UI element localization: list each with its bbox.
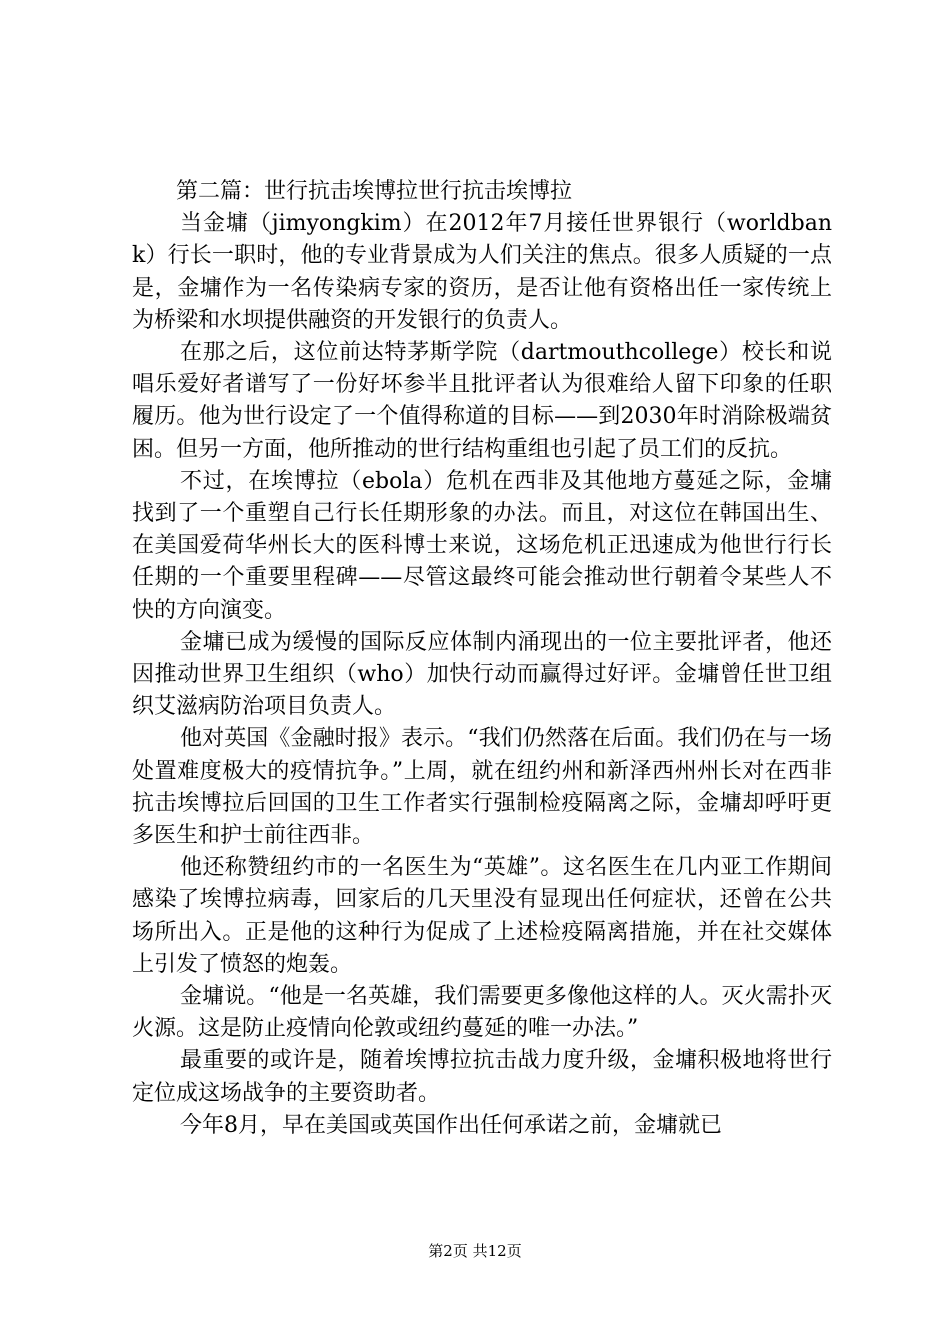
paragraph-3: 不过，在埃博拉（ebola）危机在西非及其他地方蔓延之际，金墉找到了一个重塑自己行长任期形象的办法。而且，对这位在韩国出生、在美国爱荷华州长大的医科博士来说，这场危机正迅速成为他世行行长任期的一个重要里程碑——尽管这最终可能会推动世行朝着令某些人不快的方向演变。	[132, 468, 832, 623]
paragraph-2: 在那之后，这位前达特茅斯学院（dartmouthcollege）校长和说唱乐爱好者谱写了一份好坏参半且批评者认为很难给人留下印象的任职履历。他为世行设定了一个值得称道的目标——到2030年时消除极端贫困。但另一方面，他所推动的世行结构重组也引起了员工们的反抗。	[132, 340, 832, 462]
paragraph-7: 金墉说。“他是一名英雄，我们需要更多像他这样的人。灭火需扑灭火源。这是防止疫情向伦敦或纽约蔓延的唯一办法。”	[132, 984, 832, 1042]
paragraph-6: 他还称赞纽约市的一名医生为“英雄”。这名医生在几内亚工作期间感染了埃博拉病毒，回家后的几天里没有显现出任何症状，还曾在公共场所出入。正是他的这种行为促成了上述检疫隔离措施，并在社交媒体上引发了愤怒的炮轰。	[132, 855, 832, 977]
section-heading: 第二篇：世行抗击埃博拉世行抗击埃博拉	[176, 179, 573, 204]
paragraph-1: 当金墉（jimyongkim）在2012年7月接任世界银行（worldbank）行长一职时，他的专业背景成为人们关注的焦点。很多人质疑的一点是，金墉作为一名传染病专家的资历，是否让他有资格出任一家传统上为桥梁和水坝提供融资的开发银行的负责人。	[132, 211, 832, 333]
paragraph-8: 最重要的或许是，随着埃博拉抗击战力度升级，金墉积极地将世行定位成这场战争的主要资助者。	[132, 1048, 832, 1106]
paragraph-9: 今年8月，早在美国或英国作出任何承诺之前，金墉就已	[180, 1112, 722, 1138]
page-footer: 第2页 共12页	[428, 1242, 522, 1260]
paragraph-4: 金墉已成为缓慢的国际反应体制内涌现出的一位主要批评者，他还因推动世界卫生组织（who）加快行动而赢得过好评。金墉曾任世卫组织艾滋病防治项目负责人。	[132, 629, 832, 720]
paragraph-5: 他对英国《金融时报》表示。“我们仍然落在后面。我们仍在与一场处置难度极大的疫情抗争。”上周，就在纽约州和新泽西州州长对在西非抗击埃博拉后回国的卫生工作者实行强制检疫隔离之际，金墉却呼吁更多医生和护士前往西非。	[132, 726, 832, 849]
document-body	[132, 176, 832, 1142]
